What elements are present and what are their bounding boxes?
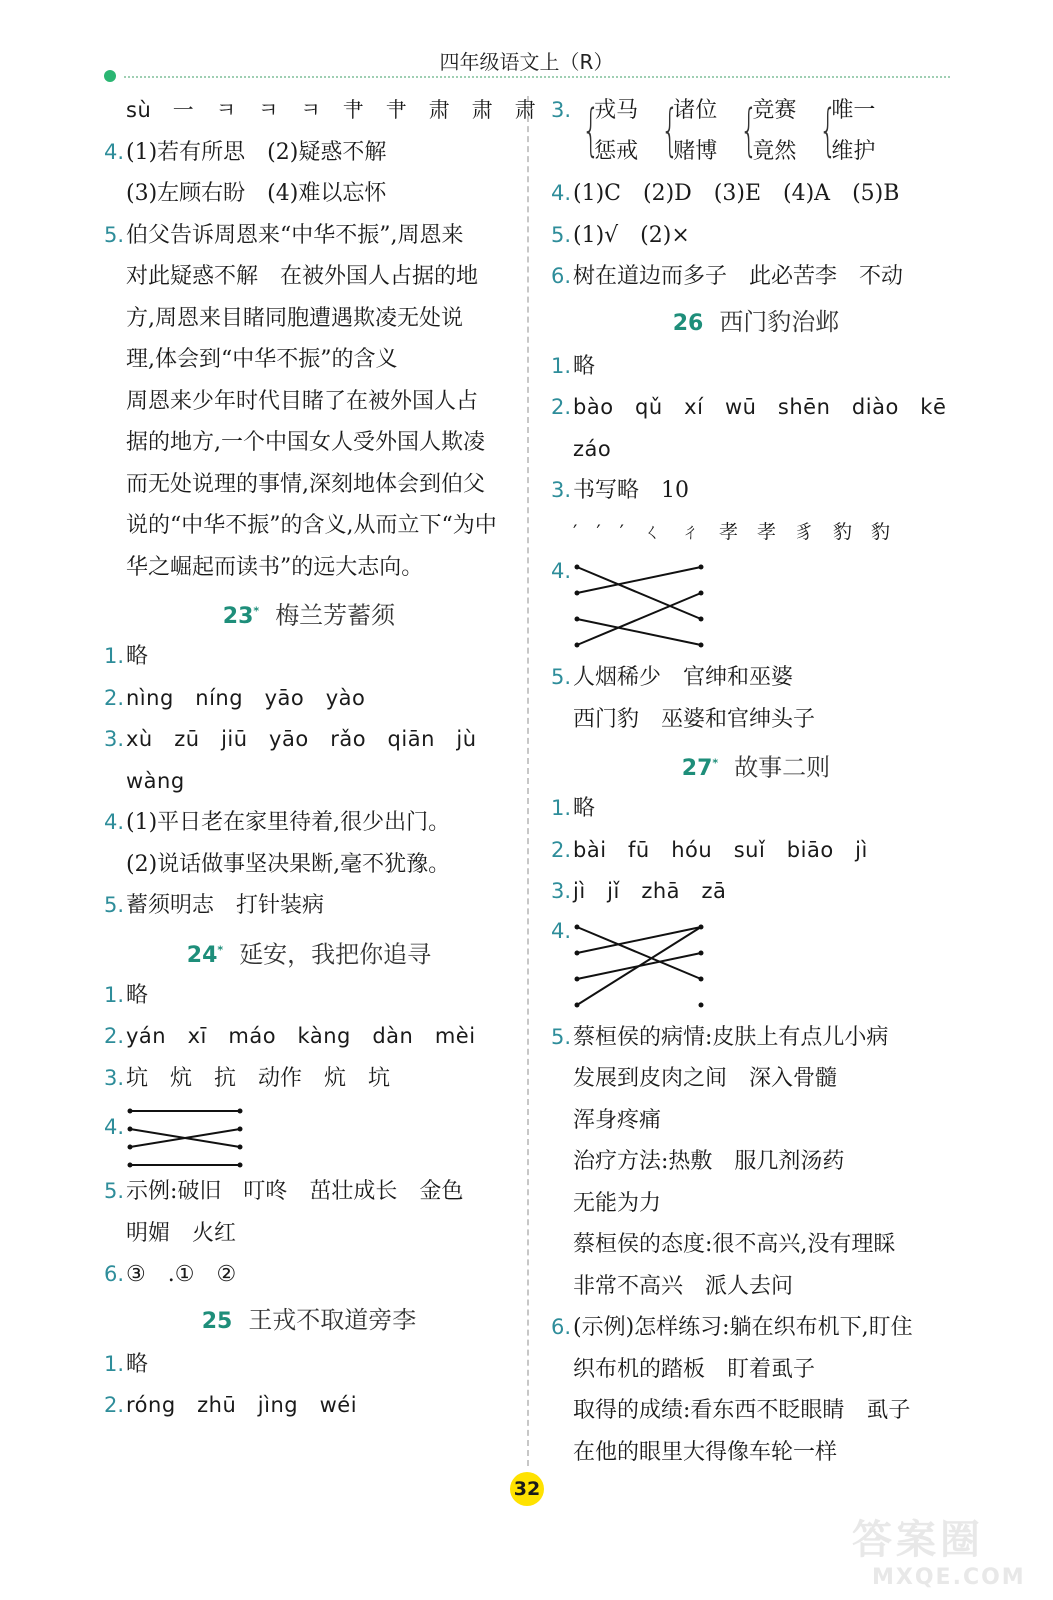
- answer-6: [551, 256, 961, 298]
- section-title-text: 西门豹治邺: [719, 307, 840, 336]
- answer-2: [104, 1016, 514, 1058]
- answer-6-line: 在他的眼里大得像车轮一样: [573, 1439, 838, 1465]
- answer-3-word-groups: [551, 90, 961, 173]
- section-title-27: [551, 740, 961, 788]
- question-number: 3.: [551, 478, 572, 502]
- word: 诸位: [673, 98, 718, 123]
- stroke-order-line: sù 一 ㅋ ㅋ ㅋ 肀 肀 肃 肃 肃: [126, 98, 537, 122]
- section-title-25: [104, 1296, 514, 1344]
- question-number: 2.: [104, 1393, 125, 1417]
- answer-4-matching: [551, 913, 961, 1017]
- question-number: 2.: [104, 685, 125, 710]
- section-title-text: 王戎不取道旁李: [248, 1305, 417, 1334]
- word: 竟然: [752, 139, 797, 164]
- answer-2: [551, 830, 961, 872]
- answer-3: [104, 1058, 514, 1100]
- answer-5: [551, 657, 961, 699]
- brace-icon: {: [740, 98, 759, 163]
- answer-5-line: 对此疑惑不解 在被外国人占据的地: [126, 264, 479, 289]
- question-number: 3.: [104, 1065, 125, 1090]
- question-number: 5.: [104, 222, 125, 247]
- section-number: 23*: [222, 604, 260, 630]
- answer-5-continued: 明媚 火红: [126, 1220, 237, 1246]
- section-number: 27*: [681, 756, 719, 782]
- question-number: 3.: [551, 879, 572, 903]
- answer-text: 树在道边而多子 此必苦李 不动: [573, 264, 904, 289]
- question-number: 4.: [551, 181, 572, 205]
- word-group: [736, 90, 796, 172]
- answer-5-line: 浑身疼痛: [573, 1107, 662, 1133]
- answer-3: [104, 719, 514, 761]
- question-number: 5.: [551, 665, 572, 689]
- section-title-23: [104, 588, 514, 636]
- question-number: 4.: [551, 918, 572, 943]
- brace-icon: {: [582, 98, 600, 163]
- answer-5: [104, 1171, 514, 1213]
- answer-5-line: 华之崛起而读书”的远大志向。: [126, 554, 424, 580]
- answer-text: 蓄须明志 打针装病: [126, 893, 325, 918]
- question-number: 1.: [551, 796, 572, 820]
- answer-text: 示例:破旧 叮咚 茁壮成长 金色: [126, 1179, 464, 1204]
- word: 维护: [831, 139, 876, 164]
- answer-5-line: 方,周恩来目睹同胞遭遇欺凌无处说: [126, 305, 463, 331]
- answer-4: [104, 802, 514, 844]
- column-divider: [527, 96, 529, 1466]
- answer-text: (1)若有所思 (2)疑惑不解: [126, 139, 387, 165]
- answer-5-line: 治疗方法:热敷 服几剂汤药: [573, 1149, 845, 1174]
- answer-text: (1)平日老在家里待着,很少出门。: [126, 810, 451, 835]
- question-number: 4.: [551, 559, 572, 583]
- answer-5: [104, 885, 514, 927]
- section-number: 26: [672, 310, 704, 336]
- answer-text: róng zhū jìng wéi: [126, 1393, 358, 1417]
- answer-4-continued: (2)说话做事坚决果断,毫不犹豫。: [126, 851, 451, 877]
- answer-text: xù zū jiū yāo rǎo qiān jù: [126, 727, 477, 751]
- answer-text: 略: [126, 644, 149, 669]
- header-dot-icon: [104, 70, 116, 82]
- answer-text: (示例)怎样练习:躺在织布机下,盯住: [573, 1315, 913, 1340]
- answer-text: 书写略 10: [573, 478, 689, 503]
- answer-text: 人烟稀少 官绅和巫婆: [573, 665, 794, 690]
- word: 惩戒: [594, 139, 639, 164]
- matching-lines-diagram: [571, 919, 711, 1019]
- question-number: 2.: [551, 837, 572, 862]
- question-number: 6.: [104, 1262, 125, 1286]
- answer-4-matching: [104, 1099, 514, 1171]
- right-column: [551, 90, 961, 1473]
- question-number: 5.: [551, 1024, 572, 1049]
- answer-1: [104, 636, 514, 678]
- answer-4-continued: (3)左顾右盼 (4)难以忘怀: [126, 181, 387, 206]
- answer-3: [551, 470, 961, 512]
- answer-text: (1)C (2)D (3)E (4)A (5)B: [573, 181, 900, 206]
- question-number: 5.: [104, 1179, 125, 1203]
- question-number: 6.: [551, 1315, 572, 1339]
- question-number: 1.: [551, 353, 572, 378]
- answer-1: [104, 975, 514, 1017]
- answer-6: [104, 1254, 514, 1296]
- watermark-cn: 答案圈: [852, 1517, 984, 1563]
- answer-5: [104, 215, 514, 257]
- section-number: 24*: [186, 942, 224, 968]
- word: 赌博: [673, 139, 718, 164]
- answer-1: [104, 1344, 514, 1386]
- word: 竞赛: [752, 98, 797, 123]
- page-header-title: 四年级语文上（R）: [439, 50, 614, 74]
- answer-text: 略: [126, 1351, 149, 1377]
- answer-3-continued: wàng: [126, 768, 185, 793]
- question-number: 4.: [104, 810, 125, 834]
- answer-5-line: 说的“中华不振”的含义,从而立下“为中: [126, 513, 497, 538]
- question-number: 3.: [551, 98, 572, 122]
- question-number: 1.: [104, 1351, 125, 1376]
- word: 戎马: [594, 98, 639, 123]
- answer-2: [551, 387, 961, 429]
- question-number: 1.: [104, 982, 125, 1007]
- brace-icon: {: [661, 98, 680, 163]
- answer-text: 略: [573, 796, 596, 821]
- word: 唯一: [831, 98, 876, 123]
- page-number-badge: 32: [510, 1472, 544, 1506]
- answer-5: [551, 215, 961, 257]
- answer-5: [551, 1017, 961, 1059]
- word-group: [578, 90, 638, 172]
- question-number: 2.: [104, 1024, 125, 1048]
- answer-5-line: 理,体会到“中华不振”的含义: [126, 347, 398, 372]
- left-column: [104, 90, 537, 1427]
- question-number: 3.: [104, 727, 125, 751]
- answer-1: [551, 788, 961, 830]
- question-number: 5.: [104, 893, 125, 917]
- answer-text: 坑 炕 抗 动作 炕 坑: [126, 1065, 391, 1091]
- section-title-26: [551, 298, 961, 346]
- answer-text: nìng níng yāo yào: [126, 685, 366, 710]
- header-dotted-rule: [124, 76, 950, 78]
- question-number: 6.: [551, 264, 572, 288]
- question-number: 1.: [104, 644, 125, 668]
- answer-1: [551, 346, 961, 388]
- watermark-en: MXQE.COM: [872, 1565, 1026, 1590]
- answer-text: 略: [573, 353, 596, 379]
- answer-4: [104, 132, 514, 174]
- answer-5-line: 非常不高兴 派人去问: [573, 1273, 794, 1299]
- answer-3: [551, 871, 961, 913]
- question-number: 5.: [551, 222, 572, 247]
- answer-5-line: 据的地方,一个中国女人受外国人欺凌: [126, 430, 485, 455]
- word-group: [657, 90, 717, 172]
- question-number: 2.: [551, 395, 572, 419]
- answer-text: ③ .① ②: [126, 1262, 237, 1287]
- watermark-logo: [852, 1508, 1042, 1594]
- answer-text: bào qǔ xí wū shēn diào kē: [573, 395, 947, 419]
- section-title-text: 延安，我把你追寻: [239, 939, 432, 968]
- answer-text: yán xī máo kàng dàn mèi: [126, 1024, 476, 1048]
- answer-text: 伯父告诉周恩来“中华不振”,周恩来: [126, 222, 464, 248]
- answer-5-continued: 西门豹 巫婆和官绅头子: [573, 706, 816, 732]
- section-title-text: 梅兰芳蓄须: [275, 601, 396, 630]
- word-group: [815, 90, 875, 172]
- stroke-order-line: ′ ′ ′ ㄑ ㄔ 孝 孝 豸 豹 豹: [573, 520, 890, 543]
- answer-5-line: 而无处说理的事情,深刻地体会到伯父: [126, 471, 485, 497]
- answer-text: bài fū hóu suǐ biāo jì: [573, 837, 868, 862]
- answer-5-line: 蔡桓侯的态度:很不高兴,没有理睬: [573, 1232, 896, 1257]
- answer-5-line: 周恩来少年时代目睹了在被外国人占: [126, 388, 479, 414]
- answer-2: [104, 1385, 514, 1427]
- answer-2-continued: záo: [573, 436, 612, 461]
- answer-6-line: 织布机的踏板 盯着虱子: [573, 1356, 816, 1382]
- matching-lines-diagram: [571, 559, 711, 659]
- question-number: 4.: [104, 139, 125, 164]
- section-title-24: [104, 927, 514, 975]
- answer-5-line: 发展到皮肉之间 深入骨髓: [573, 1066, 838, 1091]
- question-number: 4.: [104, 1115, 125, 1139]
- answer-6-line: 取得的成绩:看东西不眨眼睛 虱子: [573, 1398, 911, 1423]
- section-title-text: 故事二则: [734, 753, 831, 782]
- answer-text: jì jǐ zhā zā: [573, 879, 727, 903]
- answer-5-line: 无能为力: [573, 1190, 662, 1216]
- answer-text: (1)√ (2)×: [573, 222, 690, 248]
- brace-icon: {: [819, 98, 838, 163]
- answer-text: 蔡桓侯的病情:皮肤上有点儿小病: [573, 1024, 889, 1050]
- answer-6: [551, 1307, 961, 1349]
- matching-lines-diagram: [124, 1103, 254, 1169]
- answer-2: [104, 678, 514, 720]
- answer-4: [551, 173, 961, 215]
- answer-text: 略: [126, 982, 149, 1008]
- section-number: 25: [201, 1308, 233, 1334]
- answer-4-matching: [551, 553, 961, 657]
